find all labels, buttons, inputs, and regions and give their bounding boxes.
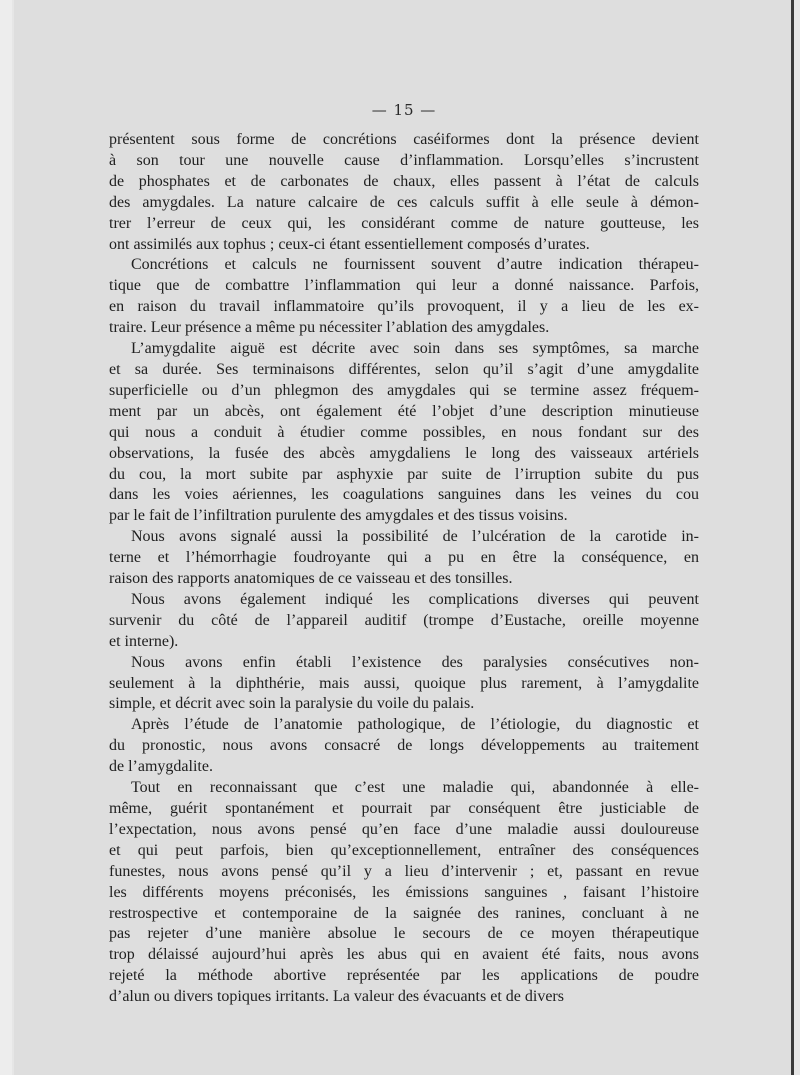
- text-line: d’alun ou divers topiques irritants. La valeur des évacuants et de divers: [109, 988, 564, 1006]
- text-line: terne et l’hémorrhagie foudroyante qui a pu en être la conséquence, en: [109, 549, 699, 567]
- scan-margin: [0, 0, 12, 1075]
- text-line: les différents moyens préconisés, les émissions sanguines , faisant l’histoire: [109, 883, 699, 901]
- page-edge-shadow: [791, 0, 794, 1075]
- text-line: même, guérit spontanément et pourrait par conséquent être justiciable de: [109, 800, 699, 817]
- paragraph: [109, 527, 699, 590]
- text-line: trer l’erreur de ceux qui, les considérant comme de nature goutteuse, les: [109, 214, 699, 232]
- paragraph: [109, 590, 699, 653]
- text-line: seulement à la diphthérie, mais aussi, quoique plus rarement, à l’amygdalite: [109, 674, 699, 692]
- text-line: Nous avons enfin établi l’existence des paralysies consécutives non-: [131, 653, 699, 671]
- text-line: du cou, la mort subite par asphyxie par suite de l’irruption subite du pus: [109, 465, 699, 483]
- body-text: [109, 130, 699, 1008]
- text-line: observations, la fusée des abcès amygdaliens le long des vaisseaux artériels: [109, 444, 699, 462]
- text-line: restrospective et contemporaine de la saignée des ranines, concluant à ne: [109, 904, 699, 922]
- text-line: Concrétions et calculs ne fournissent souvent d’autre indication thérapeu-: [131, 256, 699, 274]
- text-line: en raison du travail inflammatoire qu’ils provoquent, il y a lieu de les ex-: [109, 298, 699, 316]
- text-line: survenir du côté de l’appareil auditif (trompe d’Eustache, oreille moyenne: [109, 611, 699, 629]
- text-line: de l’amygdalite.: [109, 758, 213, 776]
- text-line: tique que de combattre l’inflammation qui leur a donné naissance. Parfois,: [109, 277, 699, 295]
- text-line: raison des rapports anatomiques de ce vaisseau et des tonsilles.: [109, 570, 513, 588]
- text-line: Tout en reconnaissant que c’est une maladie qui, abandonnée à elle-: [131, 779, 699, 797]
- text-line: traire. Leur présence a même pu nécessiter l’ablation des amygdales.: [109, 319, 550, 337]
- text-line: rejeté la méthode abortive représentée par les applications de poudre: [109, 967, 699, 985]
- paragraph: [109, 255, 699, 339]
- paragraph: [109, 339, 699, 527]
- text-line: ment par un abcès, ont également été l’objet d’une description minutieuse: [109, 402, 699, 420]
- text-line: l’expectation, nous avons pensé qu’en face d’une maladie aussi douloureuse: [109, 820, 699, 838]
- text-line: et qui peut parfois, bien qu’exceptionnellement, entraîner des conséquences: [109, 841, 699, 859]
- text-line: pas rejeter d’une manière absolue le secours de ce moyen thérapeutique: [109, 925, 699, 943]
- book-page: [14, 0, 794, 1075]
- text-line: Nous avons également indiqué les complications diverses qui peuvent: [131, 590, 699, 608]
- text-line: Nous avons signalé aussi la possibilité de l’ulcération de la carotide in-: [131, 528, 699, 546]
- page-number: — 15 —: [371, 101, 437, 119]
- text-line: par le fait de l’infiltration purulente des amygdales et des tissus voisins.: [109, 507, 568, 525]
- text-line: simple, et décrit avec soin la paralysie du voile du palais.: [109, 695, 475, 713]
- paragraph: [109, 715, 699, 778]
- text-line: à son tour une nouvelle cause d’inflammation. Lorsqu’elles s’incrustent: [109, 151, 699, 169]
- text-line: Après l’étude de l’anatomie pathologique, de l’étiologie, du diagnostic et: [131, 716, 699, 734]
- text-line: funestes, nous avons pensé qu’il y a lieu d’intervenir ; et, passant en revue: [109, 862, 699, 880]
- text-line: et sa durée. Ses terminaisons différentes, selon qu’il s’agit d’une amygdalite: [109, 360, 699, 378]
- text-line: L’amygdalite aiguë est décrite avec soin dans ses symptômes, sa marche: [131, 340, 699, 358]
- paragraph: [109, 653, 699, 716]
- text-line: et interne).: [109, 632, 179, 650]
- paragraph: [109, 130, 699, 255]
- paragraph: [109, 778, 699, 1008]
- text-line: ont assimilés aux tophus ; ceux-ci étant essentiellement composés d’urates.: [109, 235, 590, 253]
- text-line: trop délaissé aujourd’hui après les abus qui en avaient été faits, nous avons: [109, 946, 699, 964]
- text-line: de phosphates et de carbonates de chaux, elles passent à l’état de calculs: [109, 172, 699, 190]
- text-line: dans les voies aériennes, les coagulations sanguines dans les veines du cou: [109, 486, 699, 504]
- text-line: présentent sous forme de concrétions caséiformes dont la présence devient: [109, 131, 699, 148]
- text-line: qui nous a conduit à étudier comme possibles, en nous fondant sur des: [109, 423, 699, 441]
- text-line: du pronostic, nous avons consacré de longs développements au traitement: [109, 737, 699, 755]
- text-line: des amygdales. La nature calcaire de ces calculs suffit à elle seule à démon-: [109, 193, 699, 211]
- text-line: superficielle ou d’un phlegmon des amygdales qui se termine assez fréquem-: [109, 381, 699, 399]
